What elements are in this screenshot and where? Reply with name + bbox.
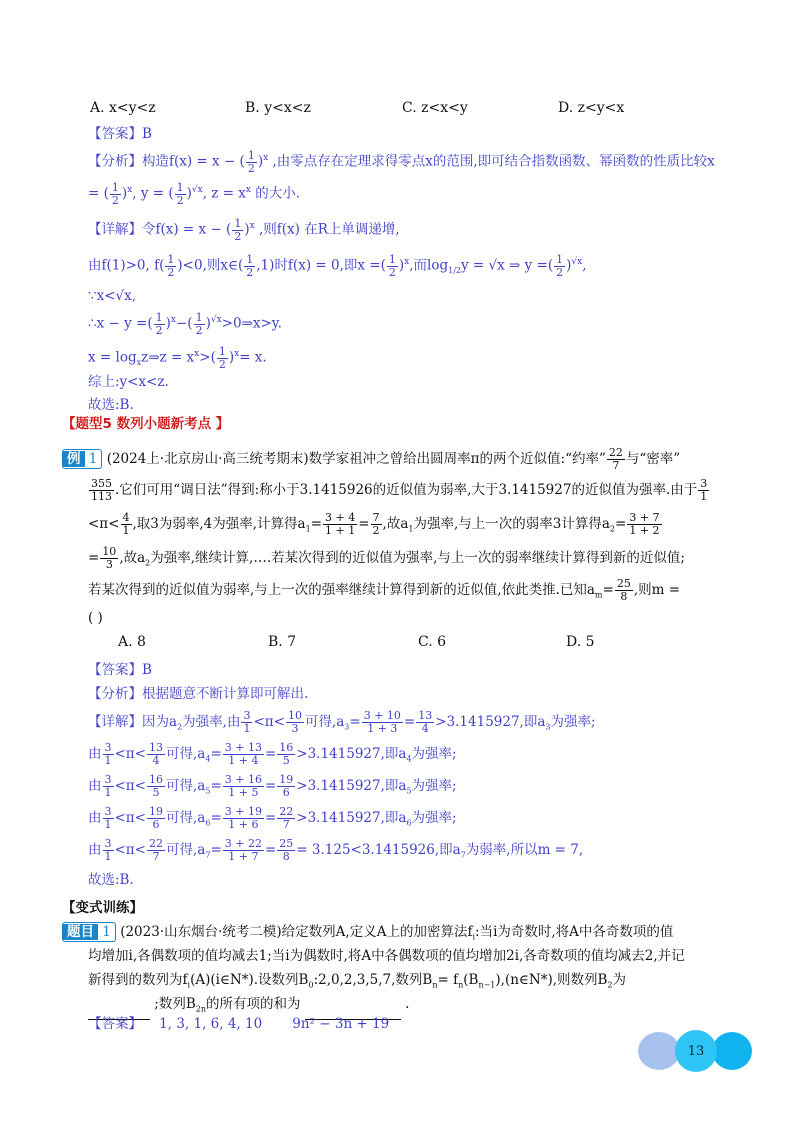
page-circle-left [638, 1032, 680, 1070]
section-heading: 【题型5 数列小题新考点 】 [62, 416, 230, 432]
variant-line-3: 新得到的数列为$f_i(A)(i\in N*)$.设数列$B_0:2,0,2,3,5,7$,数列$B_n=$ $f_n(B_{n-1}),(n\in N*)$,则数列$B_2$为 [88, 972, 627, 990]
choice-2: 故选:B. [88, 872, 134, 888]
option-d: D. z<y<x [558, 100, 625, 116]
analysis-2: 【分析】根据题意不断计算即可解出. [88, 686, 309, 702]
detail-line-2: 由f(1)>0, f( $\frac{1}{2}$ )<0,则x∈( $\frac{1}{2}$ ,1)时f(x) = 0,即x =( $\frac{1}{2}$ )$^x$,而$\log_{1/2}y = √x$ ⇒ y =( $\frac{1}{2}$ )$^{√x}$, [88, 252, 587, 279]
option-b: B. y<x<z [245, 100, 311, 116]
variant-answer: 【答案】 1, 3, 1, 6, 4, 10 9n² − 3n + 19 [88, 1016, 390, 1032]
variant-line-1: 题目 1 (2023·山东烟台·统考二模)给定数列A,定义A上的加密算法$f_i$:当i为奇数时,将A中各奇数项的值 [62, 922, 673, 948]
analysis-line-1: 【分析】构造f(x) = x − ( $\frac{1}{2}$ )$^x$ ,由零点存在定理求得零点x的范围,即可结合指数函数、幂函数的性质比较x [88, 148, 715, 175]
detail-line-5: $x = \log_xz\Rightarrow z = x^x>$( $\frac{1}{2}$ )$^x$= x. [88, 344, 267, 371]
page-number: 13 [675, 1030, 717, 1072]
example-line-4: = $\frac{10}{3}$ ,故$a_2$为强率,继续计算,….若某次得到的近似值为强率,与上一次的弱率继续计算得到新的近似值; [88, 545, 685, 571]
choice-1: 故选:B. [88, 397, 134, 413]
option-a: A. x<y<z [90, 100, 156, 116]
analysis-line-2: = ( $\frac{1}{2}$ )$^x$, y = ( $\frac{1}{2}$ )$^{√x}$, $z = x^x$ 的大小. [88, 180, 301, 207]
example-line-2: $\frac{355}{113}$ .它们可用“调日法”得到:称小于3.1415926的近似值为弱率,大于3.1415927的近似值为强率.由于 $\frac{3}{1}$ [91, 477, 708, 503]
example-line-5: 若某次得到的近似值为弱率,与上一次的强率继续计算得到新的近似值,依此类推.已知$a_m=$ $\frac{25}{8}$ ,则m = [88, 577, 681, 603]
detail-line-3: ∵x<√x, [88, 288, 137, 304]
answer-1: 【答案】B [88, 126, 152, 142]
detail-2-row: 由 $\frac{3}{1}$ <π< $\frac{13}{4}$ 可得$,a_4=$ $\frac{3 + 13}{1 + 4}$ = $\frac{16}{5}$ >3.1415927,即$a_4$为强率; [88, 741, 457, 767]
example-line-6: ( ) [88, 610, 103, 626]
example-line-3: <π< $\frac{4}{1}$ ,取3为弱率,4为强率,计算得$a_1=$ $\frac{3 + 4}{1 + 1}$ = $\frac{7}{2}$ ,故$a_1$为强率,与上一次的弱率3计算得$a_2=$ $\frac{3 + 7}{1 + 2}$ [88, 511, 660, 537]
detail-2-line-1: 【详解】因为$a_2$为强率,由 $\frac{3}{1}$ <π< $\frac{10}{3}$ 可得$,a_3=$ $\frac{3 + 10}{1 + 3}$ = $\frac{13}{4}$ >3.1415927,即$a_3$为强率; [88, 709, 596, 735]
detail-2-row: 由 $\frac{3}{1}$ <π< $\frac{19}{6}$ 可得$,a_6=$ $\frac{3 + 19}{1 + 6}$ = $\frac{22}{7}$ >3.1415927,即$a_6$为强率; [88, 805, 457, 831]
example-badge: 例 1 [62, 449, 102, 469]
variant-line-4: ;数列$B_{2n}$的所有项的和为 . [88, 994, 409, 1020]
page-circle-right [712, 1032, 752, 1070]
ex-option-b: B. 7 [268, 634, 297, 650]
conclusion: 综上:y<x<z. [88, 374, 169, 390]
variant-badge: 题目 1 [62, 922, 116, 942]
detail-line-4: ∴x − y =( $\frac{1}{2}$ )$^x$−( $\frac{1}{2}$ )$^{√x}$>0⇒x>y. [88, 310, 282, 337]
ex-option-d: D. 5 [566, 634, 595, 650]
detail-2-row: 由 $\frac{3}{1}$ <π< $\frac{16}{5}$ 可得$,a_5=$ $\frac{3 + 16}{1 + 5}$ = $\frac{19}{6}$ >3.1415927,即$a_5$为强率; [88, 773, 457, 799]
variant-line-2: 均增加i,各偶数项的值均减去1;当i为偶数时,将A中各偶数项的值均增加2i,各奇数项的值均减去2,并记 [88, 948, 685, 964]
answer-2: 【答案】B [88, 662, 152, 678]
ex-option-a: A. 8 [118, 634, 146, 650]
ex-option-c: C. 6 [418, 634, 447, 650]
variant-heading: 【变式训练】 [62, 900, 143, 916]
option-c: C. z<x<y [402, 100, 468, 116]
detail-2-row: 由 $\frac{3}{1}$ <π< $\frac{22}{7}$ 可得$,a_7=$ $\frac{3 + 22}{1 + 7}$ = $\frac{25}{8}$ = 3.125<3.1415926,即$a_7$为弱率,所以m = 7, [88, 837, 584, 863]
example-line-1: 例 1 (2024上·北京房山·高三统考期末)数学家祖冲之曾给出圆周率π的两个近似值:“约率” $\frac{22}{7}$ 与“密率” [62, 447, 680, 472]
detail-line-1: 【详解】令f(x) = x − ( $\frac{1}{2}$ )$^x$ ,则f(x) 在R上单调递增, [88, 216, 400, 243]
